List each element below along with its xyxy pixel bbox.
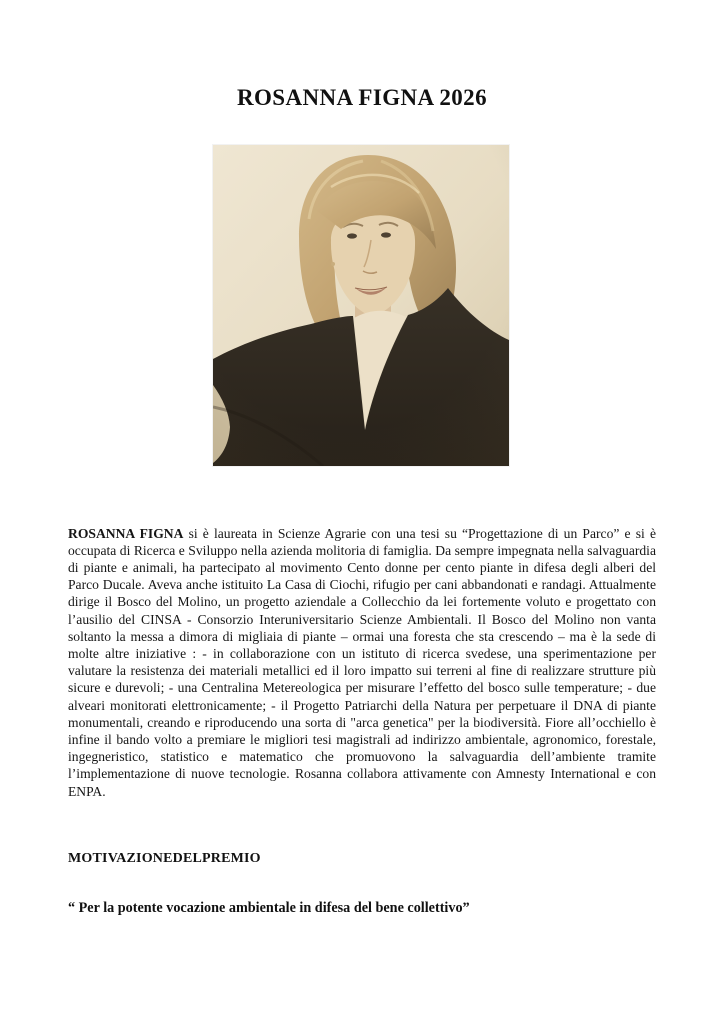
motivation-quote: “ Per la potente vocazione ambientale in difesa del bene collettivo”: [68, 900, 470, 916]
photo-vignette: [213, 145, 509, 466]
bio-text: si è laureata in Scienze Agrarie con una tesi su “Progettazione di un Parco” e si è occupata di Ricerca e Sviluppo nella azienda molitoria di famiglia. Da sempre impegnata nella salvaguardia di piante e animali, ha partecipato al movimento Cento donne per cento piante in difesa degli alberi del Parco Ducale. Aveva anche istituito La Casa di Ciochi, rifugio per cani abbandonati e randagi. Attualmente dirige il Bosco del Molino, un progetto aziendale a Collecchio da lei fortemente voluto e progettato con l’ausilio del CINSA - Consorzio Interuniversitario Scienze Ambientali. Il Bosco del Molino non vanta soltanto la messa a dimora di migliaia di piante – ormai una foresta che sta crescendo – ma è la sede di molte altre iniziative : - in collaborazione con un istituto di ricerca svedese, una sperimentazione per valutare la resistenza dei materiali metallici ed il loro impatto sui terreni al fine di realizzare strutture più sicure e durevoli; - una Centralina Metereologica per misurare l’effetto del bosco sulle temperature; - due alveari monitorati elettronicamente; - il Progetto Patriarchi della Natura per perpetuare il DNA di piante monumentali, creando e riproducendo una sorta di "arca genetica" per la biodiversità. Fiore all’occhiello è infine il bando volto a premiare le migliori tesi magistrali ad indirizzo ambientale, agronomico, forestale, ingegneristico, statistico e matematico che promuovono la salvaguardia dell’ambiente tramite l’implementazione di nuove tecnologie. Rosanna collabora attivamente con Amnesty International e con ENPA.: [68, 525, 656, 799]
portrait-photo-image: [213, 145, 509, 466]
portrait-photo: [213, 145, 509, 466]
bio-paragraph: [68, 525, 656, 800]
bio-lead-name: ROSANNA FIGNA: [68, 525, 184, 541]
motivation-heading: MOTIVAZIONEDELPREMIO: [68, 851, 261, 866]
page-title: ROSANNA FIGNA 2026: [236, 85, 487, 111]
